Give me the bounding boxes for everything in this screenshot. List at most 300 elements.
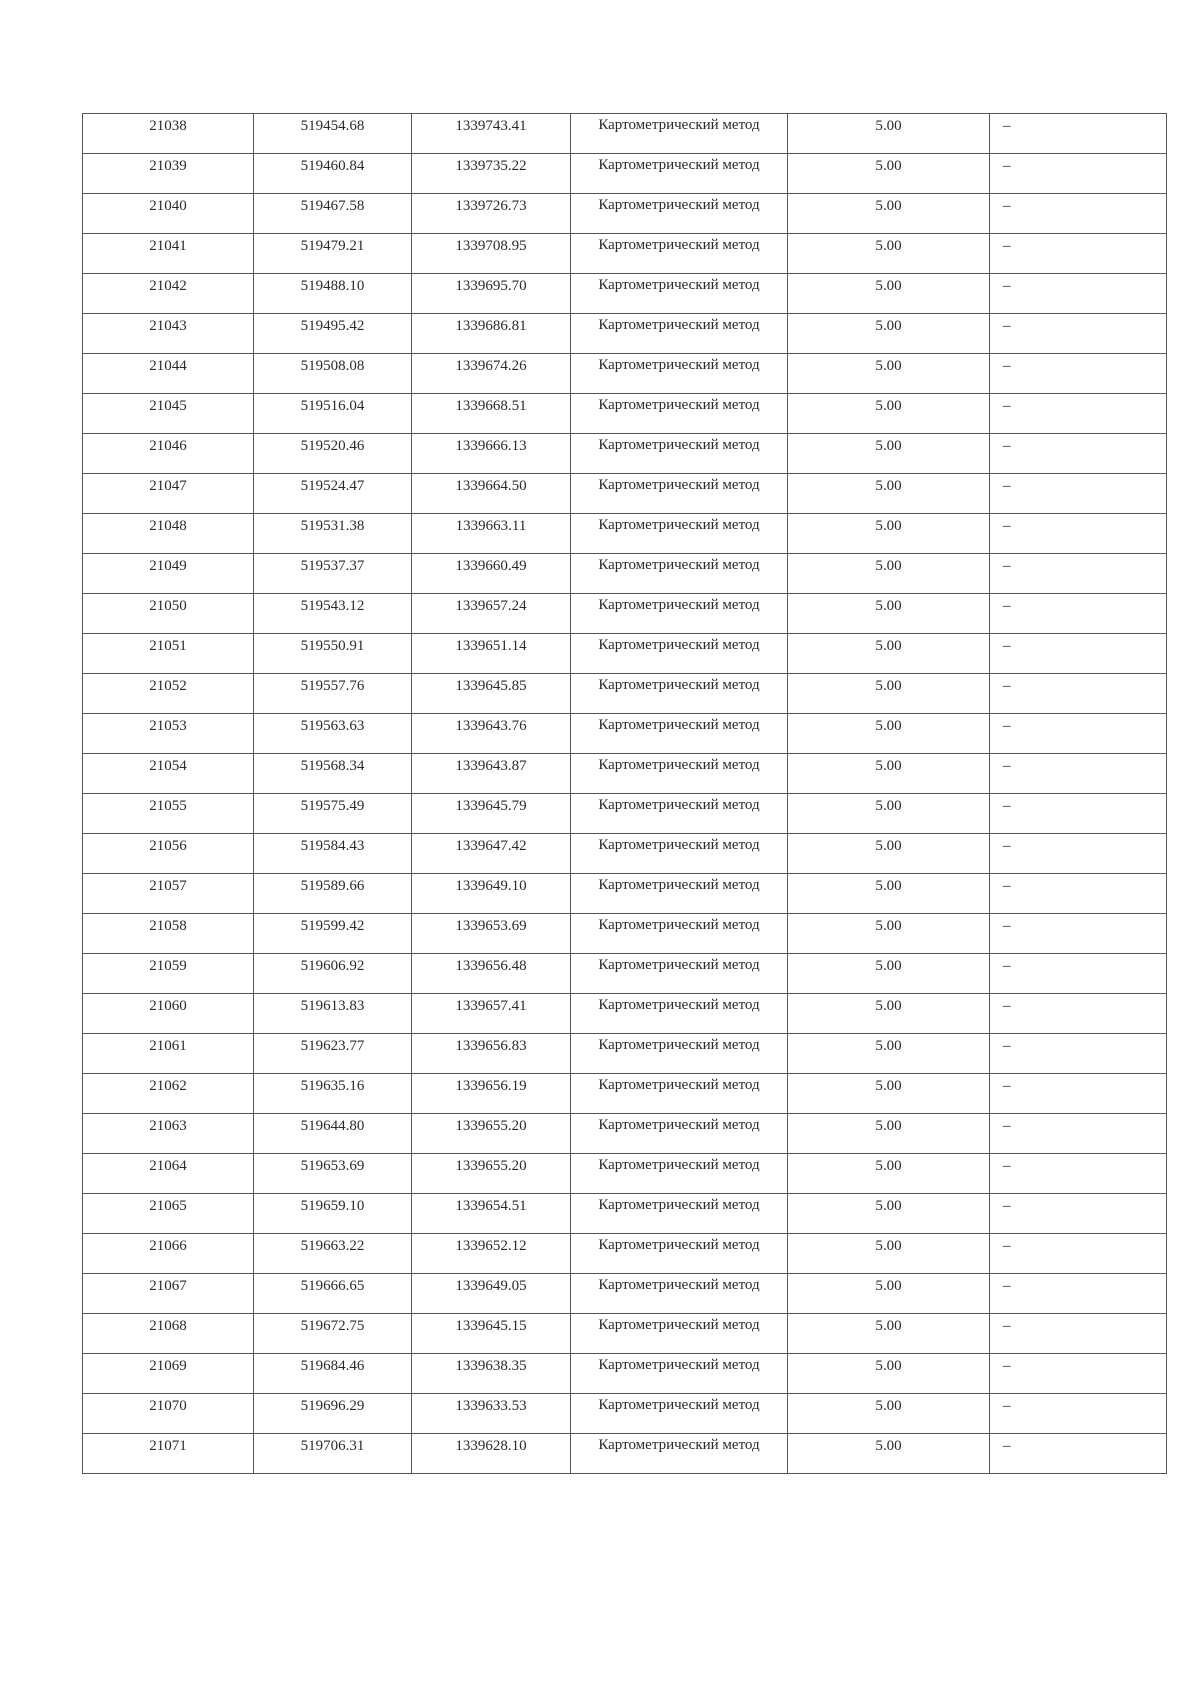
x-coordinate-cell [254,1354,412,1394]
y-coordinate: 1339666.13 [455,438,527,454]
y-coordinate: 1339743.41 [455,118,527,134]
note-cell [990,514,1167,554]
note-text: – [1003,358,1011,374]
accuracy-value: 5.00 [875,1398,902,1414]
accuracy-value: 5.00 [875,1438,902,1454]
y-coordinate-cell [412,434,571,474]
y-coordinate: 1339655.20 [455,1118,527,1134]
note-text: – [1003,1238,1011,1254]
y-coordinate-cell [412,354,571,394]
point-number-cell [83,1114,254,1154]
note-cell [990,474,1167,514]
x-coordinate: 519531.38 [300,518,365,534]
method-text: Картометрический метод [598,477,760,493]
accuracy-value: 5.00 [875,1238,902,1254]
point-number: 21053 [149,718,187,734]
accuracy-cell [788,1154,990,1194]
point-number-cell [83,434,254,474]
x-coordinate: 519467.58 [300,198,365,214]
point-number: 21050 [149,598,187,614]
accuracy-cell [788,1394,990,1434]
method-text: Картометрический метод [598,237,760,253]
note-cell [990,114,1167,154]
accuracy-value: 5.00 [875,838,902,854]
accuracy-value: 5.00 [875,598,902,614]
y-coordinate: 1339652.12 [455,1238,527,1254]
y-coordinate: 1339657.41 [455,998,527,1014]
note-cell [990,754,1167,794]
table-row [83,434,1167,474]
point-number: 21054 [149,758,187,774]
accuracy-value: 5.00 [875,1158,902,1174]
accuracy-value: 5.00 [875,1038,902,1054]
method-text: Картометрический метод [598,1237,760,1253]
x-coordinate-cell [254,634,412,674]
x-coordinate: 519606.92 [300,958,365,974]
note-cell [990,874,1167,914]
accuracy-cell [788,1074,990,1114]
point-number-cell [83,994,254,1034]
x-coordinate-cell [254,1274,412,1314]
note-text: – [1003,398,1011,414]
accuracy-value: 5.00 [875,1358,902,1374]
method-text: Картометрический метод [598,1037,760,1053]
x-coordinate: 519589.66 [300,878,365,894]
x-coordinate-cell [254,514,412,554]
x-coordinate-cell [254,194,412,234]
point-number: 21046 [149,438,187,454]
y-coordinate: 1339664.50 [455,478,527,494]
y-coordinate: 1339735.22 [455,158,527,174]
y-coordinate-cell [412,274,571,314]
accuracy-value: 5.00 [875,798,902,814]
note-text: – [1003,1118,1011,1134]
y-coordinate-cell [412,914,571,954]
y-coordinate: 1339649.10 [455,878,527,894]
table-row [83,1434,1167,1474]
x-coordinate-cell [254,1434,412,1474]
y-coordinate: 1339655.20 [455,1158,527,1174]
point-number: 21060 [149,998,187,1014]
note-text: – [1003,598,1011,614]
point-number-cell [83,1354,254,1394]
note-text: – [1003,838,1011,854]
note-cell [990,1194,1167,1234]
method-cell [571,794,788,834]
table-row [83,1274,1167,1314]
point-number-cell [83,1154,254,1194]
point-number-cell [83,554,254,594]
table-row [83,194,1167,234]
point-number: 21038 [149,118,187,134]
y-coordinate-cell [412,554,571,594]
y-coordinate-cell [412,1314,571,1354]
table-row [83,1234,1167,1274]
method-cell [571,234,788,274]
point-number-cell [83,674,254,714]
accuracy-value: 5.00 [875,1078,902,1094]
note-text: – [1003,1158,1011,1174]
table-row [83,1034,1167,1074]
table-row [83,1074,1167,1114]
accuracy-cell [788,1114,990,1154]
method-cell [571,114,788,154]
accuracy-value: 5.00 [875,1118,902,1134]
accuracy-cell [788,634,990,674]
note-cell [990,1354,1167,1394]
note-cell [990,1274,1167,1314]
note-text: – [1003,1358,1011,1374]
method-text: Картометрический метод [598,117,760,133]
table-row [83,394,1167,434]
x-coordinate: 519488.10 [300,278,365,294]
note-text: – [1003,158,1011,174]
point-number: 21048 [149,518,187,534]
accuracy-value: 5.00 [875,358,902,374]
accuracy-cell [788,194,990,234]
point-number-cell [83,514,254,554]
y-coordinate-cell [412,1114,571,1154]
x-coordinate-cell [254,274,412,314]
y-coordinate: 1339668.51 [455,398,527,414]
accuracy-cell [788,394,990,434]
note-cell [990,914,1167,954]
point-number: 21070 [149,1398,187,1414]
method-text: Картометрический метод [598,517,760,533]
note-text: – [1003,1438,1011,1454]
point-number: 21071 [149,1438,187,1454]
x-coordinate: 519550.91 [300,638,365,654]
point-number-cell [83,1074,254,1114]
accuracy-cell [788,474,990,514]
accuracy-cell [788,154,990,194]
note-cell [990,154,1167,194]
accuracy-value: 5.00 [875,518,902,534]
table-row [83,1354,1167,1394]
accuracy-value: 5.00 [875,638,902,654]
note-cell [990,314,1167,354]
note-cell [990,1034,1167,1074]
table-row [83,754,1167,794]
note-text: – [1003,918,1011,934]
x-coordinate-cell [254,994,412,1034]
note-text: – [1003,438,1011,454]
y-coordinate-cell [412,474,571,514]
accuracy-value: 5.00 [875,238,902,254]
x-coordinate: 519575.49 [300,798,365,814]
accuracy-value: 5.00 [875,1278,902,1294]
method-cell [571,1434,788,1474]
method-text: Картометрический метод [598,1117,760,1133]
method-text: Картометрический метод [598,157,760,173]
note-text: – [1003,1038,1011,1054]
x-coordinate: 519568.34 [300,758,365,774]
method-text: Картометрический метод [598,1277,760,1293]
y-coordinate: 1339653.69 [455,918,527,934]
accuracy-cell [788,794,990,834]
accuracy-cell [788,1034,990,1074]
method-text: Картометрический метод [598,317,760,333]
point-number: 21059 [149,958,187,974]
method-text: Картометрический метод [598,277,760,293]
method-cell [571,1234,788,1274]
point-number-cell [83,234,254,274]
y-coordinate: 1339645.85 [455,678,527,694]
method-cell [571,314,788,354]
y-coordinate-cell [412,1354,571,1394]
point-number-cell [83,594,254,634]
x-coordinate-cell [254,834,412,874]
table-row [83,234,1167,274]
y-coordinate: 1339654.51 [455,1198,527,1214]
y-coordinate-cell [412,674,571,714]
point-number-cell [83,794,254,834]
accuracy-value: 5.00 [875,1198,902,1214]
x-coordinate: 519584.43 [300,838,365,854]
point-number-cell [83,1394,254,1434]
point-number: 21065 [149,1198,187,1214]
note-cell [990,274,1167,314]
method-cell [571,674,788,714]
note-cell [990,714,1167,754]
x-coordinate-cell [254,554,412,594]
method-cell [571,514,788,554]
point-number-cell [83,874,254,914]
method-text: Картометрический метод [598,1077,760,1093]
coordinates-table [82,113,1167,1474]
x-coordinate-cell [254,1154,412,1194]
accuracy-value: 5.00 [875,198,902,214]
x-coordinate-cell [254,1114,412,1154]
x-coordinate-cell [254,354,412,394]
y-coordinate: 1339660.49 [455,558,527,574]
point-number-cell [83,1034,254,1074]
accuracy-value: 5.00 [875,118,902,134]
note-text: – [1003,1398,1011,1414]
x-coordinate: 519706.31 [300,1438,365,1454]
table-row [83,914,1167,954]
table-row [83,554,1167,594]
y-coordinate-cell [412,314,571,354]
point-number: 21067 [149,1278,187,1294]
point-number: 21057 [149,878,187,894]
coordinates-table-body [83,114,1167,1474]
x-coordinate: 519599.42 [300,918,365,934]
method-cell [571,354,788,394]
method-cell [571,874,788,914]
x-coordinate-cell [254,1234,412,1274]
point-number: 21069 [149,1358,187,1374]
note-cell [990,954,1167,994]
method-cell [571,1274,788,1314]
method-text: Картометрический метод [598,757,760,773]
point-number-cell [83,714,254,754]
y-coordinate: 1339674.26 [455,358,527,374]
accuracy-cell [788,1354,990,1394]
method-text: Картометрический метод [598,677,760,693]
note-text: – [1003,678,1011,694]
point-number: 21044 [149,358,187,374]
y-coordinate: 1339628.10 [455,1438,527,1454]
method-cell [571,154,788,194]
x-coordinate-cell [254,1314,412,1354]
point-number: 21052 [149,678,187,694]
point-number-cell [83,834,254,874]
method-cell [571,754,788,794]
method-text: Картометрический метод [598,597,760,613]
table-row [83,114,1167,154]
accuracy-cell [788,274,990,314]
y-coordinate: 1339649.05 [455,1278,527,1294]
method-text: Картометрический метод [598,1197,760,1213]
y-coordinate: 1339645.79 [455,798,527,814]
point-number-cell [83,1194,254,1234]
x-coordinate: 519684.46 [300,1358,365,1374]
accuracy-cell [788,754,990,794]
y-coordinate-cell [412,394,571,434]
y-coordinate: 1339695.70 [455,278,527,294]
method-cell [571,1154,788,1194]
x-coordinate: 519613.83 [300,998,365,1014]
accuracy-cell [788,434,990,474]
point-number-cell [83,314,254,354]
x-coordinate: 519672.75 [300,1318,365,1334]
table-row [83,1194,1167,1234]
y-coordinate: 1339708.95 [455,238,527,254]
accuracy-value: 5.00 [875,998,902,1014]
method-cell [571,274,788,314]
method-text: Картометрический метод [598,997,760,1013]
point-number: 21040 [149,198,187,214]
accuracy-value: 5.00 [875,1318,902,1334]
point-number-cell [83,1234,254,1274]
x-coordinate-cell [254,114,412,154]
point-number-cell [83,154,254,194]
x-coordinate: 519666.65 [300,1278,365,1294]
point-number: 21042 [149,278,187,294]
note-text: – [1003,1198,1011,1214]
x-coordinate: 519663.22 [300,1238,365,1254]
method-text: Картометрический метод [598,637,760,653]
point-number-cell [83,474,254,514]
note-cell [990,1394,1167,1434]
point-number-cell [83,1434,254,1474]
x-coordinate: 519495.42 [300,318,365,334]
accuracy-value: 5.00 [875,918,902,934]
y-coordinate: 1339647.42 [455,838,527,854]
table-row [83,594,1167,634]
method-text: Картометрический метод [598,357,760,373]
method-cell [571,1394,788,1434]
note-cell [990,994,1167,1034]
point-number: 21051 [149,638,187,654]
note-cell [990,1234,1167,1274]
note-text: – [1003,238,1011,254]
note-text: – [1003,718,1011,734]
x-coordinate-cell [254,234,412,274]
method-text: Картометрический метод [598,957,760,973]
point-number: 21061 [149,1038,187,1054]
accuracy-cell [788,354,990,394]
y-coordinate: 1339643.76 [455,718,527,734]
accuracy-value: 5.00 [875,438,902,454]
x-coordinate: 519644.80 [300,1118,365,1134]
y-coordinate: 1339638.35 [455,1358,527,1374]
accuracy-cell [788,1194,990,1234]
point-number: 21058 [149,918,187,934]
note-cell [990,594,1167,634]
y-coordinate-cell [412,634,571,674]
table-row [83,954,1167,994]
x-coordinate: 519563.63 [300,718,365,734]
point-number: 21045 [149,398,187,414]
note-text: – [1003,558,1011,574]
method-text: Картометрический метод [598,557,760,573]
y-coordinate-cell [412,1194,571,1234]
y-coordinate-cell [412,1234,571,1274]
accuracy-cell [788,1434,990,1474]
point-number: 21039 [149,158,187,174]
accuracy-cell [788,994,990,1034]
point-number-cell [83,1274,254,1314]
y-coordinate: 1339633.53 [455,1398,527,1414]
y-coordinate-cell [412,1034,571,1074]
y-coordinate-cell [412,594,571,634]
x-coordinate: 519557.76 [300,678,365,694]
point-number-cell [83,394,254,434]
x-coordinate: 519623.77 [300,1038,365,1054]
accuracy-cell [788,234,990,274]
y-coordinate: 1339686.81 [455,318,527,334]
method-cell [571,954,788,994]
accuracy-cell [788,1274,990,1314]
method-cell [571,594,788,634]
method-cell [571,1354,788,1394]
note-text: – [1003,878,1011,894]
table-row [83,514,1167,554]
note-text: – [1003,478,1011,494]
x-coordinate: 519479.21 [300,238,365,254]
note-text: – [1003,1078,1011,1094]
x-coordinate-cell [254,594,412,634]
accuracy-value: 5.00 [875,478,902,494]
y-coordinate-cell [412,874,571,914]
x-coordinate-cell [254,474,412,514]
y-coordinate: 1339657.24 [455,598,527,614]
x-coordinate: 519543.12 [300,598,365,614]
table-row [83,1154,1167,1194]
table-row [83,874,1167,914]
note-text: – [1003,998,1011,1014]
x-coordinate-cell [254,1194,412,1234]
method-cell [571,914,788,954]
method-cell [571,194,788,234]
accuracy-cell [788,954,990,994]
x-coordinate-cell [254,754,412,794]
table-row [83,834,1167,874]
note-cell [990,194,1167,234]
point-number-cell [83,954,254,994]
point-number: 21049 [149,558,187,574]
method-cell [571,434,788,474]
point-number: 21055 [149,798,187,814]
note-cell [990,394,1167,434]
accuracy-cell [788,594,990,634]
point-number-cell [83,354,254,394]
y-coordinate-cell [412,514,571,554]
method-cell [571,1074,788,1114]
y-coordinate-cell [412,1154,571,1194]
